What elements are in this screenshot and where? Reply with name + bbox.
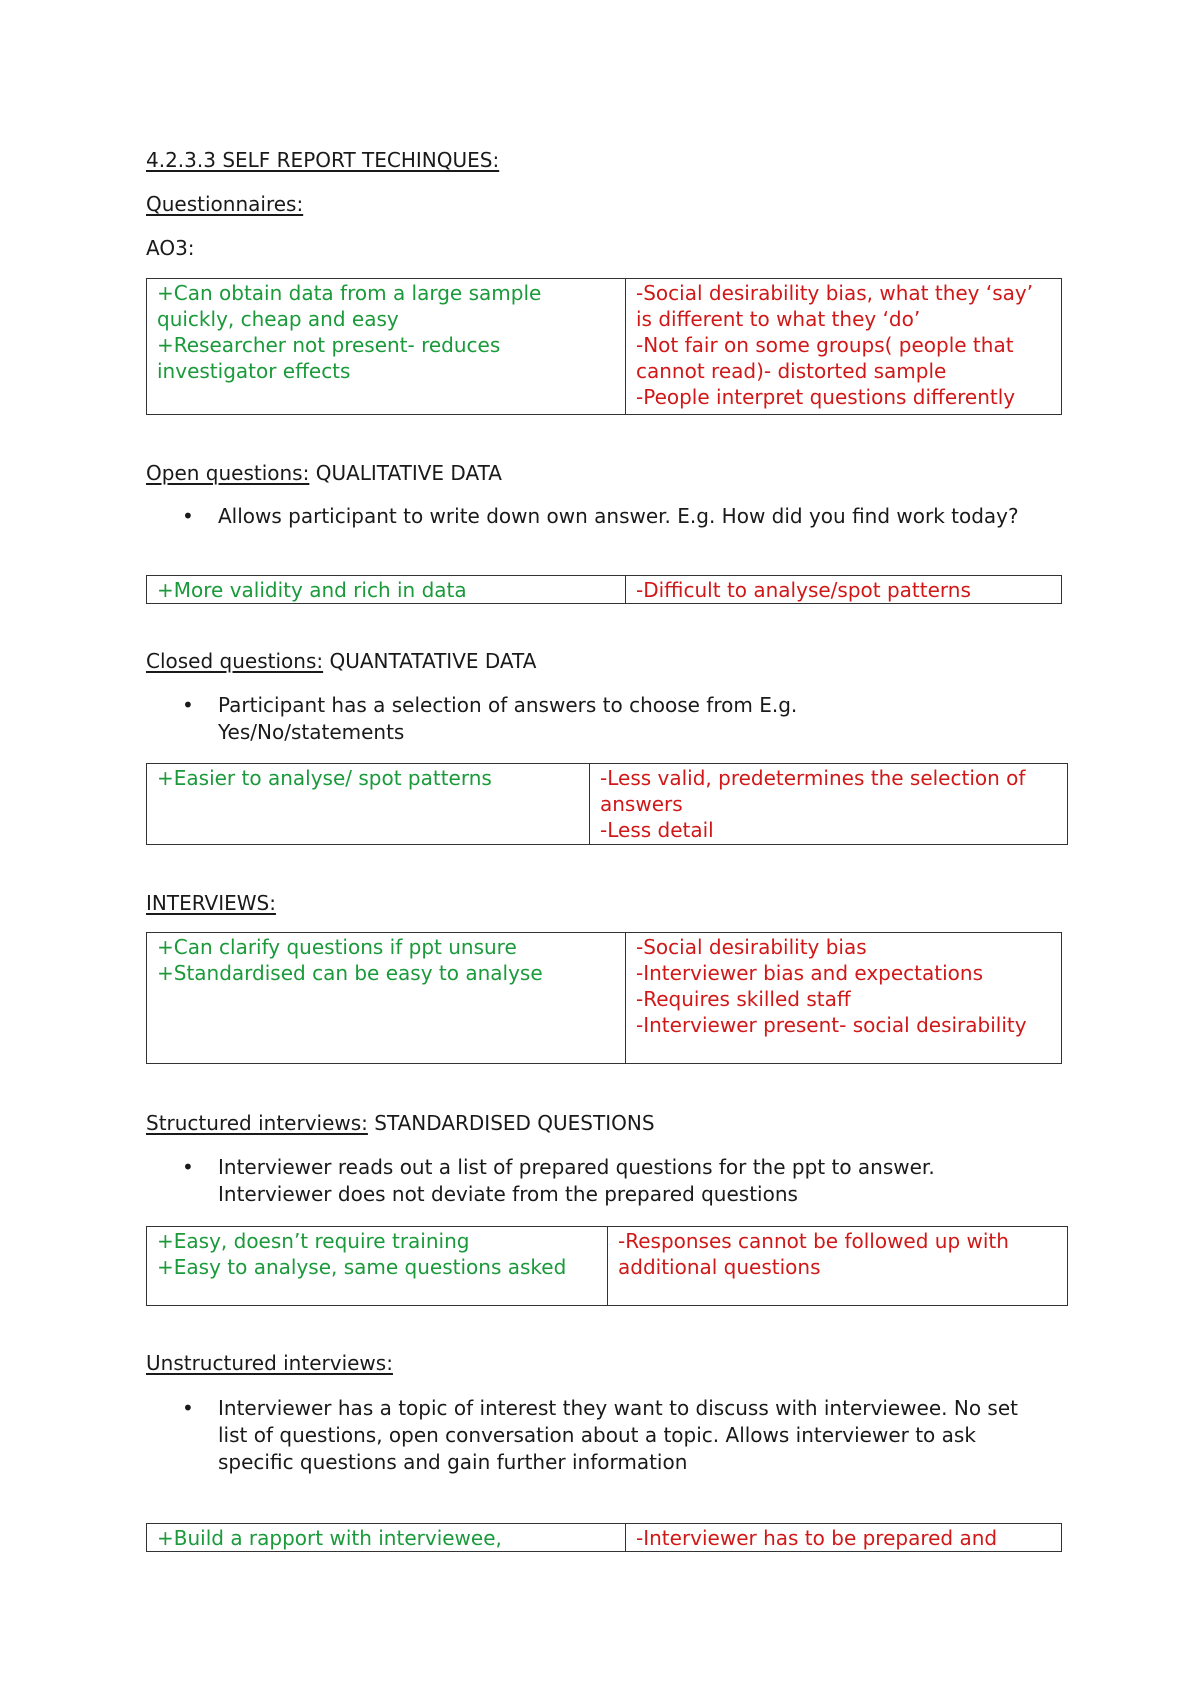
con-item: -Not fair on some groups( people that cannot read)- distorted sample	[636, 333, 1014, 383]
pro-item: +Can clarify questions if ppt unsure	[157, 935, 517, 959]
structured-interviews-line	[146, 1110, 655, 1136]
pro-item: +Standardised can be easy to analyse	[157, 961, 543, 985]
con-item: -People interpret questions differently	[636, 385, 1016, 409]
questionnaires-table	[146, 278, 1062, 415]
open-questions-table	[146, 575, 1062, 604]
interviews-heading: INTERVIEWS:	[146, 891, 276, 915]
bullet-icon: •	[182, 504, 194, 528]
pro-item: +Build a rapport with interviewee,	[157, 1526, 502, 1550]
pros-cell	[147, 279, 626, 415]
pro-item: +Researcher not present- reduces investigator effects	[157, 333, 501, 383]
pros-cell	[147, 764, 590, 845]
closed-questions-line	[146, 648, 536, 674]
con-item: -Responses cannot be followed up with additional questions	[618, 1229, 1009, 1279]
structured-interviews-bullet: Interviewer reads out a list of prepared questions for the ppt to answer. Interviewer does not deviate from the prepared questions	[218, 1155, 935, 1206]
bullet-icon: •	[182, 1396, 194, 1420]
bullet-icon: •	[182, 1155, 194, 1179]
unstructured-interviews-bullet: Interviewer has a topic of interest they want to discuss with interviewee. No set list of questions, open conversation about a topic. Allows interviewer to ask specific questions and gain further information	[218, 1396, 1018, 1474]
pro-item: +Easier to analyse/ spot patterns	[157, 766, 492, 790]
con-item: -Interviewer has to be prepared and	[636, 1526, 998, 1550]
con-item: -Less valid, predetermines the selection of answers	[600, 766, 1026, 816]
bullet-icon: •	[182, 693, 194, 717]
open-questions-heading: Open questions:	[146, 461, 310, 485]
con-item: -Interviewer present- social desirability	[636, 1013, 1027, 1037]
pros-cell	[147, 1524, 626, 1552]
pro-item: +Easy to analyse, same questions asked	[157, 1255, 567, 1279]
unstructured-interviews-table	[146, 1523, 1062, 1552]
pros-cell	[147, 1227, 608, 1306]
pro-item: +Easy, doesn’t require training	[157, 1229, 470, 1253]
con-item: -Interviewer bias and expectations	[636, 961, 983, 985]
open-questions-bullet: Allows participant to write down own answer. E.g. How did you find work today?	[218, 504, 1019, 528]
cons-cell	[608, 1227, 1068, 1306]
ao3-label: AO3:	[146, 236, 195, 260]
cons-cell	[626, 933, 1062, 1064]
cons-cell	[626, 1524, 1062, 1552]
open-questions-line	[146, 460, 502, 486]
closed-questions-table	[146, 763, 1068, 845]
pro-item: +Can obtain data from a large sample quickly, cheap and easy	[157, 281, 542, 331]
cons-cell	[626, 279, 1062, 415]
open-questions-type: QUALITATIVE DATA	[309, 461, 502, 485]
cons-cell	[590, 764, 1068, 845]
unstructured-interviews-heading: Unstructured interviews:	[146, 1351, 393, 1375]
questionnaires-heading: Questionnaires:	[146, 192, 304, 216]
con-item: -Social desirability bias	[636, 935, 867, 959]
interviews-table	[146, 932, 1062, 1064]
page-title: 4.2.3.3 SELF REPORT TECHINQUES:	[146, 148, 500, 172]
con-item: -Requires skilled staff	[636, 987, 851, 1011]
pros-cell	[147, 933, 626, 1064]
structured-interviews-type: STANDARDISED QUESTIONS	[367, 1111, 655, 1135]
con-item: -Less detail	[600, 818, 714, 842]
structured-interviews-table	[146, 1226, 1068, 1306]
closed-questions-heading: Closed questions:	[146, 649, 324, 673]
pro-item: +More validity and rich in data	[157, 578, 467, 602]
closed-questions-type: QUANTATATIVE DATA	[323, 649, 537, 673]
cons-cell	[626, 576, 1062, 604]
pros-cell	[147, 576, 626, 604]
con-item: -Difficult to analyse/spot patterns	[636, 578, 971, 602]
con-item: -Social desirability bias, what they ‘say’ is different to what they ‘do’	[636, 281, 1034, 331]
closed-questions-bullet: Participant has a selection of answers to choose from E.g. Yes/No/statements	[218, 693, 798, 744]
structured-interviews-heading: Structured interviews:	[146, 1111, 368, 1135]
